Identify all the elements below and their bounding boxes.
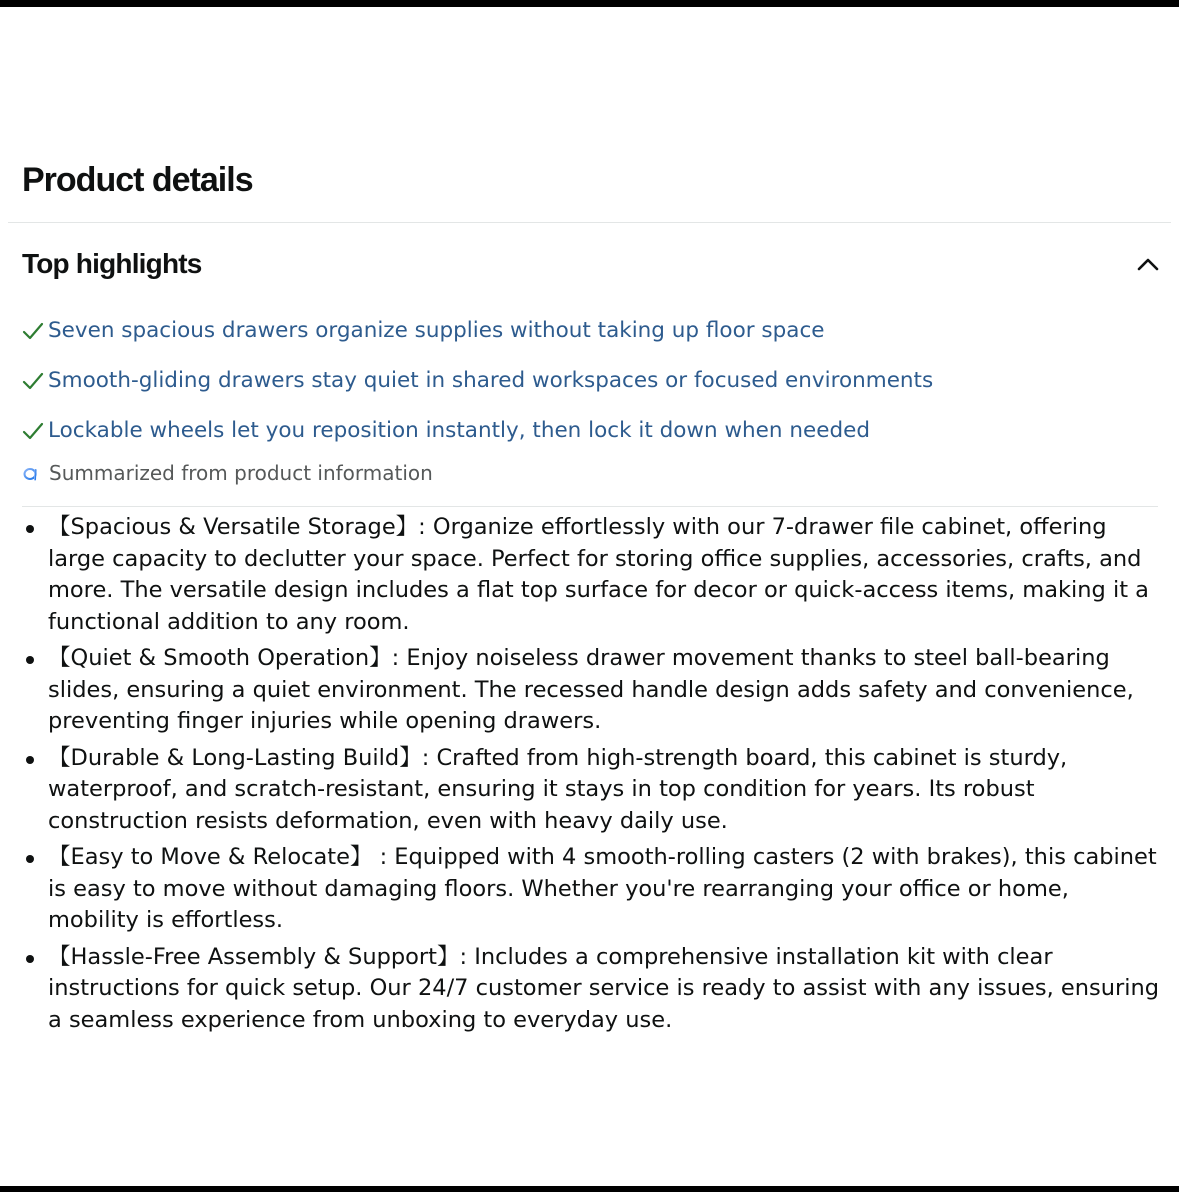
top-highlights-title: Top highlights <box>22 248 202 279</box>
top-highlights-list <box>22 306 1152 456</box>
feature-bullet-text: 【Hassle-Free Assembly & Support】: Includes a comprehensive installation kit with clear instructions for quick setup. Our 24/7 customer service is ready to assist with any issues, ensuring a seamless experience from unboxing to everyday use. <box>48 943 1160 1033</box>
chevron-up-icon[interactable] <box>1134 250 1162 278</box>
highlight-item <box>22 406 1152 456</box>
highlight-text: Smooth-gliding drawers stay quiet in shared workspaces or focused environments <box>48 368 934 393</box>
bullet-dot <box>26 525 34 533</box>
feature-bullet <box>22 512 1162 638</box>
bullet-dot <box>26 955 34 963</box>
check-icon <box>22 370 44 392</box>
section-divider <box>8 222 1171 223</box>
bullet-dot <box>26 756 34 764</box>
feature-bullet-text: 【Spacious & Versatile Storage】: Organize effortlessly with our 7-drawer file cabinet, offering large capacity to declutter your space. Perfect for storing office supplies, accessories, crafts, and more. The versatile design includes a flat top surface for decor or quick-access items, making it a functional addition to any room. <box>48 514 1149 635</box>
section-divider <box>22 506 1158 507</box>
bullet-dot <box>26 855 34 863</box>
check-icon <box>22 420 44 442</box>
highlight-item <box>22 306 1152 356</box>
feature-bullet-text: 【Easy to Move & Relocate】 : Equipped with 4 smooth-rolling casters (2 with brakes), this cabinet is easy to move without damaging floors. Whether you're rearranging your office or home, mobility is effortless. <box>48 844 1157 933</box>
feature-bullet <box>22 743 1162 838</box>
top-highlights-toggle[interactable] <box>22 244 1162 284</box>
feature-bullet <box>22 942 1162 1037</box>
ai-sparkle-icon <box>22 464 40 482</box>
feature-bullet-text: 【Quiet & Smooth Operation】: Enjoy noiseless drawer movement thanks to steel ball-bearing slides, ensuring a quiet environment. The recessed handle design adds safety and convenience, preventing finger injuries while opening drawers. <box>48 645 1134 734</box>
feature-bullet <box>22 842 1162 937</box>
highlight-text: Lockable wheels let you reposition instantly, then lock it down when needed <box>48 418 870 443</box>
check-icon <box>22 320 44 342</box>
summary-note <box>22 458 433 488</box>
top-frame-bar <box>0 0 1179 7</box>
bullet-dot <box>26 656 34 664</box>
feature-bullets <box>22 512 1162 1041</box>
feature-bullet-text: 【Durable & Long-Lasting Build】: Crafted from high-strength board, this cabinet is sturdy, waterproof, and scratch-resistant, ensuring it stays in top condition for years. Its robust construction resists deformation, even with heavy daily use. <box>48 744 1068 834</box>
summary-text: Summarized from product information <box>49 461 433 485</box>
highlight-text: Seven spacious drawers organize supplies without taking up floor space <box>48 318 825 343</box>
page-title: Product details <box>22 161 253 199</box>
feature-bullet <box>22 643 1162 738</box>
highlight-item <box>22 356 1152 406</box>
bottom-frame-bar <box>0 1186 1179 1192</box>
